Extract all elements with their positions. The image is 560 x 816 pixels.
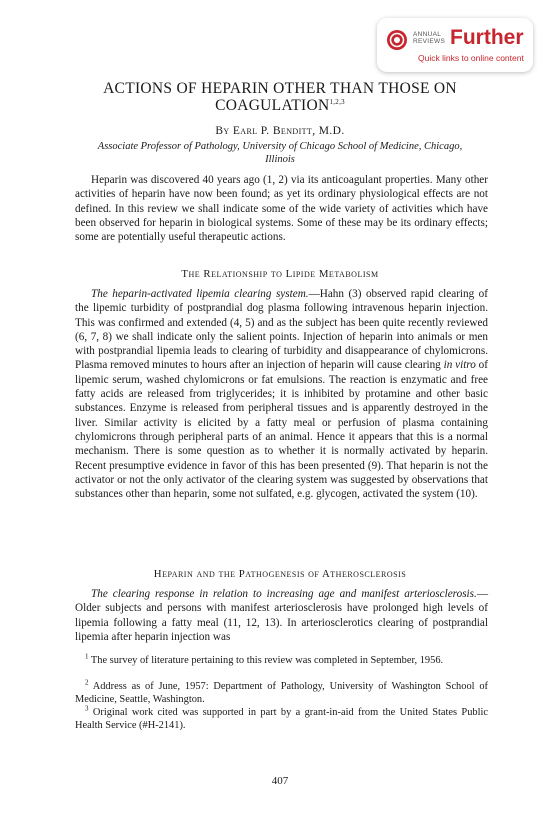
annual-reviews-further-badge[interactable] — [377, 18, 533, 72]
footnote-3-mark: 3 — [85, 704, 89, 713]
section-heading-atherosclerosis: Heparin and the Pathogenesis of Atherosclerosis — [153, 568, 407, 580]
section-heading-lipide: The Relationship to Lipide Metabolism — [181, 268, 379, 280]
footnote-1-mark: 1 — [85, 652, 89, 661]
section1-in-vitro: in vitro — [443, 359, 476, 372]
badge-annual-reviews-label — [413, 31, 445, 45]
section1-text-before: —Hahn (3) observed rapid clearing of the lipemic turbidity of postprandial dog plasma following intravenous heparin injection. This was confirmed and extended (4, 5) and as the subject has been quite recently reviewed (6, 7, 8) we shall indicate only the salient points. Injection of heparin into animals or men with postprandial lipemia leads to clearing of turbidity and disappearance of chylomicrons. Plasma removed minutes to hours after an injection of heparin will cause clearing — [75, 288, 488, 372]
badge-subtitle[interactable]: Quick links to online content — [418, 53, 524, 63]
intro-paragraph: Heparin was discovered 40 years ago (1, 2) via its anticoagulant properties. Many other activities of heparin have now been found; as yet its ordinary physiological effects are not defined. In this review we shall indicate some of the wide variety of activities which have been observed for heparin in biological systems. Some of these may be its ordinary effects; some are potentially useful therapeutic actions. — [75, 174, 488, 244]
footnote-3 — [75, 704, 488, 733]
section2-lead: The clearing response in relation to increasing age and manifest arteriosclerosis. — [91, 588, 477, 600]
article-author: By Earl P. Benditt, M.D. — [215, 125, 345, 137]
author-affiliation: Associate Professor of Pathology, University of Chicago School of Medicine, Chicago, Illinois — [97, 141, 463, 165]
footnote-1 — [75, 652, 488, 668]
footnote-1-text: The survey of literature pertaining to this review was completed in September, 1956. — [90, 655, 444, 666]
badge-further-label[interactable]: Further — [450, 26, 524, 49]
section1-text-after: of lipemic serum, washed chylomicrons or fat emulsions. The reaction is enzymatic and free fatty acids are released from triglycerides; it is inhibited by protamine and other basic substances. Enzyme is released from peripheral tissues and is apparently destroyed in the liver. Similar activity is elicited by a fatty meal or perfusion of plasma containing chylomicrons through peripheral parts of an animal. Hence it appears that this is a normal mechanism. There is some question as to whether it is normally activated by heparin. Recent presumptive evidence in favor of this has been presented (9). That heparin is not the activator or not the only activator of the clearing system was suggested by observations that substances other than heparin, some not sulfated, e.g. glycogen, activated the system (10). — [75, 359, 488, 501]
article-title-text: ACTIONS OF HEPARIN OTHER THAN THOSE ON COAGULATION — [103, 80, 457, 114]
footnote-2-mark: 2 — [85, 678, 89, 687]
badge-line2: REVIEWS — [413, 38, 446, 45]
footnote-2 — [75, 678, 488, 707]
footnote-3-text: Original work cited was supported in part by a grant-in-aid from the United States Public Health Service (#H-2141). — [75, 707, 488, 731]
article-title — [60, 80, 500, 114]
title-footnote-marks: 1,2,3 — [329, 97, 345, 106]
page-number: 407 — [271, 775, 289, 787]
section2-text: —Older subjects and persons with manifest arteriosclerosis have prolonged high levels of lipemia following a fatty meal (11, 12, 13). In arteriosclerotics clearing of postprandial lipemia after heparin injection was — [75, 588, 488, 643]
footnote-2-text: Address as of June, 1957: Department of Pathology, University of Washington School of Medicine, Seattle, Washington. — [75, 681, 488, 705]
annual-reviews-logo-icon — [386, 29, 408, 51]
section1-lead: The heparin-activated lipemia clearing system. — [91, 288, 309, 300]
section1-paragraph — [75, 287, 488, 501]
badge-line1: ANNUAL — [413, 31, 442, 38]
section2-paragraph — [75, 587, 488, 644]
